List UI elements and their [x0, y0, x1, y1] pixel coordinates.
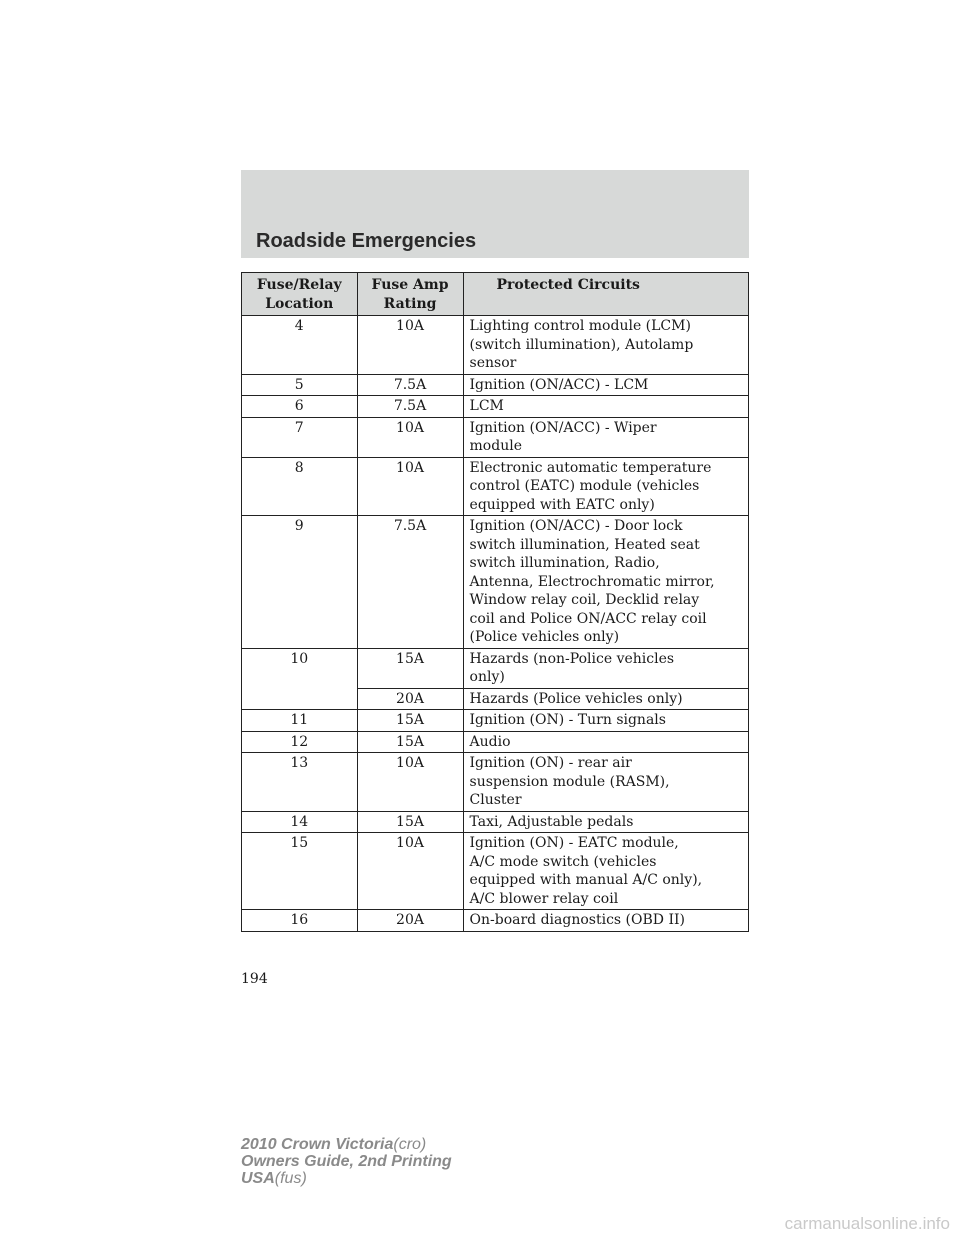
cell-location: 6 [242, 396, 358, 418]
cell-rating: 7.5A [357, 374, 463, 396]
cell-location: 12 [242, 731, 358, 753]
cell-location: 4 [242, 316, 358, 375]
footer-guide: Owners Guide, 2nd Printing [241, 1153, 452, 1170]
cell-location: 7 [242, 417, 358, 457]
cell-circuits: LCM [463, 396, 748, 418]
cell-circuits: Ignition (ON) - EATC module, A/C mode switch (vehicles equipped with manual A/C only), A/C blower relay coil [463, 833, 748, 910]
cell-location: 13 [242, 753, 358, 812]
cell-rating: 20A [357, 688, 463, 710]
cell-circuits: Lighting control module (LCM) (switch illumination), Autolamp sensor [463, 316, 748, 375]
table-row [242, 457, 749, 516]
cell-location: 9 [242, 516, 358, 649]
table-row [242, 396, 749, 418]
table-row [242, 753, 749, 812]
cell-circuits: Ignition (ON/ACC) - LCM [463, 374, 748, 396]
cell-rating: 10A [357, 833, 463, 910]
table-row [242, 910, 749, 932]
cell-circuits: Ignition (ON) - rear air suspension module (RASM), Cluster [463, 753, 748, 812]
cell-rating: 15A [357, 710, 463, 732]
footer-market-code: (fus) [274, 1170, 307, 1187]
table-body [242, 316, 749, 932]
fuse-table [241, 272, 749, 932]
cell-rating: 15A [357, 731, 463, 753]
cell-circuits: On-board diagnostics (OBD II) [463, 910, 748, 932]
cell-circuits: Ignition (ON/ACC) - Wiper module [463, 417, 748, 457]
cell-circuits: Electronic automatic temperature control (EATC) module (vehicles equipped with EATC only) [463, 457, 748, 516]
cell-rating: 10A [357, 316, 463, 375]
cell-rating: 10A [357, 417, 463, 457]
footer-model-code: (cro) [393, 1136, 427, 1153]
column-header-rating: Fuse Amp Rating [357, 273, 463, 316]
cell-location: 14 [242, 811, 358, 833]
cell-circuits: Ignition (ON) - Turn signals [463, 710, 748, 732]
column-header-location: Fuse/Relay Location [242, 273, 358, 316]
cell-circuits: Audio [463, 731, 748, 753]
cell-location: 5 [242, 374, 358, 396]
cell-location: 11 [242, 710, 358, 732]
footer [241, 1136, 452, 1187]
cell-rating: 7.5A [357, 396, 463, 418]
table-row [242, 648, 749, 688]
table-row [242, 731, 749, 753]
cell-rating: 15A [357, 811, 463, 833]
section-title: Roadside Emergencies [256, 230, 477, 252]
page-number: 194 [241, 971, 268, 987]
cell-rating: 20A [357, 910, 463, 932]
table-row [242, 316, 749, 375]
cell-rating: 7.5A [357, 516, 463, 649]
watermark: carmanualsonline.info [784, 1214, 950, 1233]
table-row [242, 516, 749, 649]
footer-market: USA [241, 1170, 275, 1187]
cell-location: 16 [242, 910, 358, 932]
table-row [242, 374, 749, 396]
cell-rating: 15A [357, 648, 463, 688]
column-header-circuits: Protected Circuits [463, 273, 748, 316]
cell-location: 8 [242, 457, 358, 516]
cell-rating: 10A [357, 457, 463, 516]
table-row [242, 710, 749, 732]
cell-rating: 10A [357, 753, 463, 812]
cell-location: 15 [242, 833, 358, 910]
table-row [242, 833, 749, 910]
cell-circuits: Hazards (Police vehicles only) [463, 688, 748, 710]
table-row [242, 811, 749, 833]
footer-model: 2010 Crown Victoria [241, 1136, 394, 1153]
table-header [242, 273, 749, 316]
table-row [242, 417, 749, 457]
cell-circuits: Taxi, Adjustable pedals [463, 811, 748, 833]
cell-circuits: Hazards (non-Police vehicles only) [463, 648, 748, 688]
cell-location: 10 [242, 648, 358, 710]
cell-circuits: Ignition (ON/ACC) - Door lock switch illumination, Heated seat switch illumination, Radio, Antenna, Electrochromatic mirror, Window relay coil, Decklid relay coil and Police ON/ACC relay coil (Police vehicles only) [463, 516, 748, 649]
